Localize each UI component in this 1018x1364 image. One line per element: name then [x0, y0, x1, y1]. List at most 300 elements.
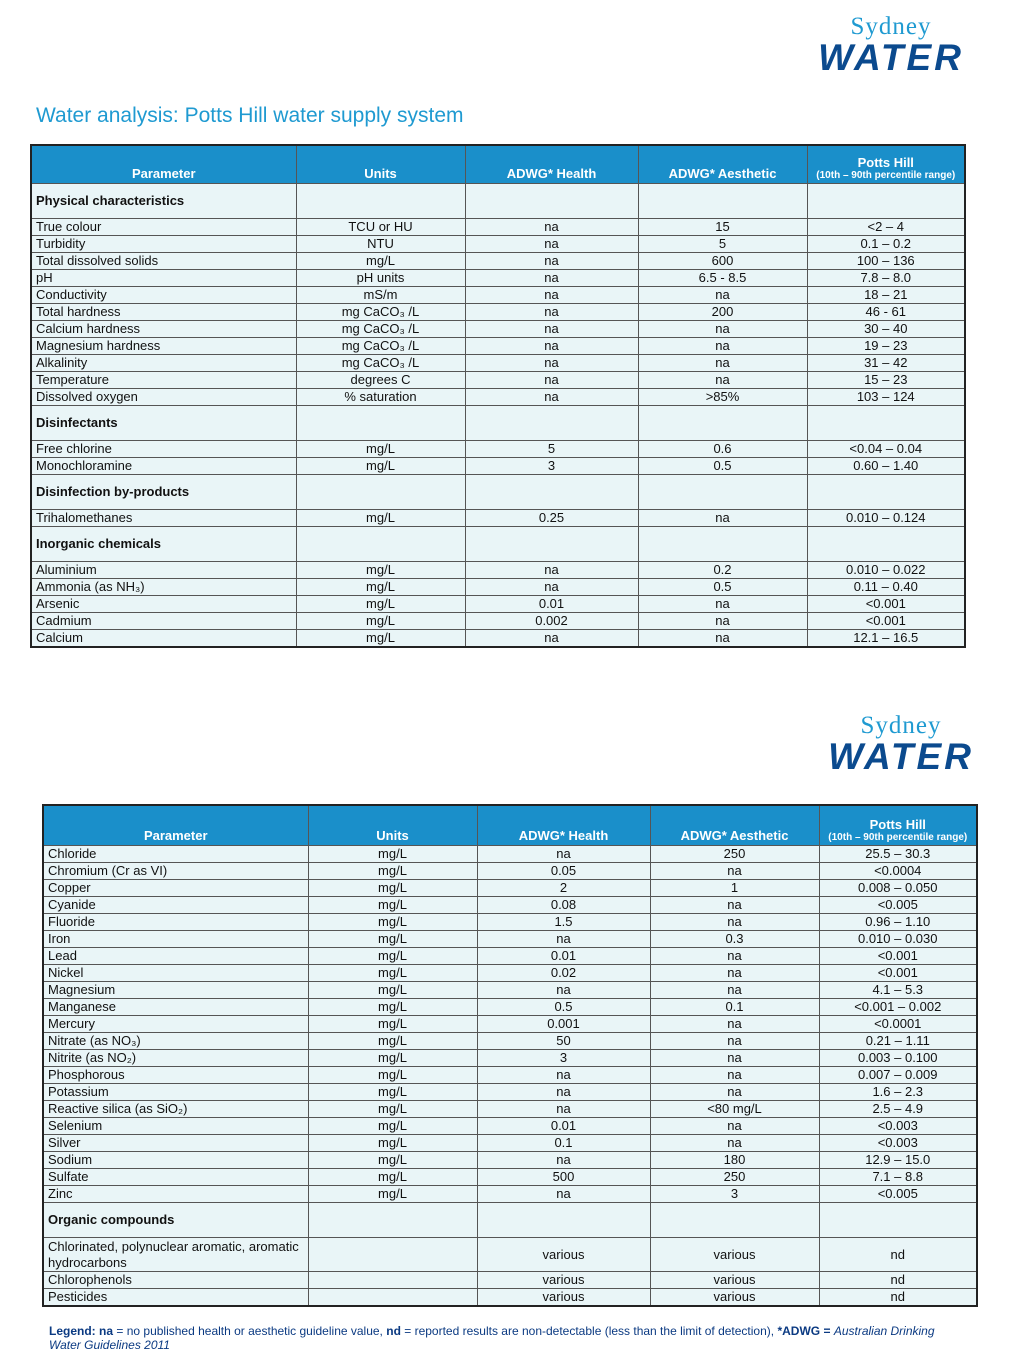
- cell-adwg-health: 0.002: [465, 613, 638, 630]
- cell-adwg-aesthetic: 180: [650, 1152, 819, 1169]
- cell-adwg-health: 500: [477, 1169, 650, 1186]
- table-row: [43, 914, 977, 931]
- table-row: [31, 613, 965, 630]
- header-site-name: Potts Hill: [869, 817, 926, 832]
- table-row: [43, 1118, 977, 1135]
- cell-adwg-health: various: [477, 1238, 650, 1272]
- table-row: [31, 579, 965, 596]
- cell-parameter: Nitrate (as NO₃): [43, 1033, 308, 1050]
- sydney-water-logo: [816, 714, 986, 776]
- cell-adwg-health: na: [465, 253, 638, 270]
- cell-parameter: Calcium hardness: [31, 321, 296, 338]
- cell-adwg-health: 2: [477, 880, 650, 897]
- cell-units: mS/m: [296, 287, 465, 304]
- cell-potts-hill-range: 2.5 – 4.9: [819, 1101, 977, 1118]
- cell-parameter: Silver: [43, 1135, 308, 1152]
- cell-adwg-aesthetic: na: [638, 596, 807, 613]
- table-row: [31, 458, 965, 475]
- cell-potts-hill-range: nd: [819, 1272, 977, 1289]
- cell-adwg-aesthetic: na: [650, 1016, 819, 1033]
- cell-adwg-aesthetic: 3: [650, 1186, 819, 1203]
- cell-potts-hill-range: 103 – 124: [807, 389, 965, 406]
- cell-units: mg/L: [308, 1169, 477, 1186]
- cell-adwg-health: na: [477, 846, 650, 863]
- table-2-body: [43, 846, 977, 1307]
- cell-parameter: Monochloramine: [31, 458, 296, 475]
- cell-adwg-aesthetic: 0.3: [650, 931, 819, 948]
- cell-parameter: Magnesium hardness: [31, 338, 296, 355]
- empty-cell: [638, 475, 807, 510]
- cell-potts-hill-range: <0.001 – 0.002: [819, 999, 977, 1016]
- cell-adwg-aesthetic: na: [650, 863, 819, 880]
- cell-adwg-health: na: [465, 579, 638, 596]
- section-row: [31, 184, 965, 219]
- table-row: [31, 270, 965, 287]
- legend-nd-text: = reported results are non-detectable (less than the limit of detection),: [400, 1324, 778, 1338]
- cell-adwg-health: na: [465, 355, 638, 372]
- empty-cell: [807, 527, 965, 562]
- legend: [49, 1324, 949, 1352]
- cell-adwg-aesthetic: 1: [650, 880, 819, 897]
- table-row: [43, 1272, 977, 1289]
- cell-adwg-aesthetic: 6.5 - 8.5: [638, 270, 807, 287]
- cell-units: mg/L: [308, 863, 477, 880]
- header-units: Units: [296, 145, 465, 184]
- cell-parameter: Cyanide: [43, 897, 308, 914]
- cell-parameter: True colour: [31, 219, 296, 236]
- cell-units: mg/L: [308, 982, 477, 999]
- cell-units: mg/L: [296, 630, 465, 648]
- cell-adwg-health: 0.01: [477, 948, 650, 965]
- table-row: [43, 982, 977, 999]
- cell-adwg-aesthetic: 0.2: [638, 562, 807, 579]
- cell-adwg-aesthetic: >85%: [638, 389, 807, 406]
- water-analysis-table-2: [42, 804, 978, 1307]
- cell-adwg-aesthetic: na: [650, 1084, 819, 1101]
- header-units: Units: [308, 805, 477, 846]
- table-row: [31, 219, 965, 236]
- empty-cell: [465, 475, 638, 510]
- cell-parameter: Reactive silica (as SiO₂): [43, 1101, 308, 1118]
- cell-adwg-health: 0.02: [477, 965, 650, 982]
- cell-units: mg/L: [308, 948, 477, 965]
- legend-adwg-eq: =: [820, 1324, 834, 1338]
- cell-units: mg/L: [308, 1152, 477, 1169]
- cell-adwg-aesthetic: various: [650, 1238, 819, 1272]
- cell-potts-hill-range: <0.001: [807, 613, 965, 630]
- cell-units: mg/L: [308, 1067, 477, 1084]
- cell-adwg-aesthetic: 15: [638, 219, 807, 236]
- cell-potts-hill-range: 12.9 – 15.0: [819, 1152, 977, 1169]
- table-row: [31, 321, 965, 338]
- cell-adwg-health: na: [465, 236, 638, 253]
- cell-adwg-aesthetic: na: [638, 510, 807, 527]
- cell-adwg-aesthetic: na: [638, 613, 807, 630]
- header-parameter: Parameter: [43, 805, 308, 846]
- table-row: [43, 1186, 977, 1203]
- cell-adwg-health: na: [465, 304, 638, 321]
- cell-units: mg/L: [308, 931, 477, 948]
- cell-adwg-aesthetic: na: [638, 338, 807, 355]
- cell-potts-hill-range: nd: [819, 1238, 977, 1272]
- cell-potts-hill-range: 31 – 42: [807, 355, 965, 372]
- cell-parameter: Ammonia (as NH₃): [31, 579, 296, 596]
- cell-parameter: Magnesium: [43, 982, 308, 999]
- cell-units: mg/L: [296, 562, 465, 579]
- header-adwg-health: ADWG* Health: [477, 805, 650, 846]
- table-row: [43, 965, 977, 982]
- cell-adwg-health: 0.05: [477, 863, 650, 880]
- cell-parameter: Chromium (Cr as VI): [43, 863, 308, 880]
- cell-adwg-aesthetic: 0.6: [638, 441, 807, 458]
- table-row: [31, 510, 965, 527]
- cell-parameter: Nitrite (as NO₂): [43, 1050, 308, 1067]
- cell-units: [308, 1289, 477, 1307]
- cell-potts-hill-range: nd: [819, 1289, 977, 1307]
- cell-adwg-aesthetic: na: [650, 948, 819, 965]
- cell-potts-hill-range: 0.21 – 1.11: [819, 1033, 977, 1050]
- cell-adwg-health: na: [465, 270, 638, 287]
- cell-adwg-health: 5: [465, 441, 638, 458]
- cell-parameter: Chlorinated, polynuclear aromatic, aromatic hydrocarbons: [43, 1238, 308, 1272]
- page-title: Water analysis: Potts Hill water supply system: [36, 104, 464, 127]
- header-site-range-note: (10th – 90th percentile range): [828, 832, 968, 843]
- cell-adwg-health: na: [477, 931, 650, 948]
- cell-units: mg CaCO₃ /L: [296, 338, 465, 355]
- empty-cell: [638, 527, 807, 562]
- section-row: [31, 475, 965, 510]
- cell-parameter: Nickel: [43, 965, 308, 982]
- table-row: [31, 304, 965, 321]
- cell-adwg-aesthetic: na: [638, 287, 807, 304]
- cell-adwg-health: 0.001: [477, 1016, 650, 1033]
- empty-cell: [477, 1203, 650, 1238]
- cell-units: mg/L: [296, 458, 465, 475]
- cell-adwg-health: na: [477, 1067, 650, 1084]
- table-row: [31, 562, 965, 579]
- empty-cell: [296, 527, 465, 562]
- legend-na-key: na: [99, 1324, 114, 1338]
- cell-adwg-aesthetic: na: [638, 321, 807, 338]
- cell-units: mg/L: [296, 510, 465, 527]
- section-heading: Organic compounds: [43, 1203, 308, 1238]
- cell-parameter: Aluminium: [31, 562, 296, 579]
- cell-adwg-health: 0.01: [477, 1118, 650, 1135]
- empty-cell: [807, 475, 965, 510]
- cell-adwg-aesthetic: 200: [638, 304, 807, 321]
- logo-line-water: WATER: [818, 37, 964, 78]
- cell-units: pH units: [296, 270, 465, 287]
- cell-parameter: Selenium: [43, 1118, 308, 1135]
- empty-cell: [807, 406, 965, 441]
- cell-adwg-health: na: [465, 630, 638, 648]
- cell-units: mg/L: [308, 897, 477, 914]
- cell-adwg-health: 0.5: [477, 999, 650, 1016]
- cell-units: mg/L: [296, 253, 465, 270]
- cell-potts-hill-range: <0.04 – 0.04: [807, 441, 965, 458]
- cell-potts-hill-range: 0.11 – 0.40: [807, 579, 965, 596]
- empty-cell: [308, 1203, 477, 1238]
- legend-adwg-key: *ADWG: [777, 1324, 821, 1338]
- section-row: [31, 406, 965, 441]
- header-site-name: Potts Hill: [857, 155, 914, 170]
- empty-cell: [638, 406, 807, 441]
- legend-adwg-text: Australian Drinking Water Guidelines 2011: [49, 1324, 935, 1352]
- cell-units: mg/L: [308, 1101, 477, 1118]
- empty-cell: [819, 1203, 977, 1238]
- table-row: [43, 931, 977, 948]
- cell-parameter: Alkalinity: [31, 355, 296, 372]
- table-row: [31, 372, 965, 389]
- table-row: [31, 389, 965, 406]
- cell-potts-hill-range: 4.1 – 5.3: [819, 982, 977, 999]
- table-row: [43, 846, 977, 863]
- cell-adwg-health: 0.25: [465, 510, 638, 527]
- cell-adwg-health: na: [465, 562, 638, 579]
- empty-cell: [807, 184, 965, 219]
- table-row: [31, 596, 965, 613]
- cell-parameter: Fluoride: [43, 914, 308, 931]
- cell-potts-hill-range: 0.010 – 0.022: [807, 562, 965, 579]
- cell-adwg-health: na: [465, 219, 638, 236]
- cell-parameter: Calcium: [31, 630, 296, 648]
- legend-na-text: = no published health or aesthetic guideline value,: [113, 1324, 387, 1338]
- cell-parameter: Potassium: [43, 1084, 308, 1101]
- section-heading: Disinfection by-products: [31, 475, 296, 510]
- cell-adwg-aesthetic: various: [650, 1289, 819, 1307]
- cell-adwg-health: na: [465, 321, 638, 338]
- cell-parameter: Pesticides: [43, 1289, 308, 1307]
- cell-units: degrees C: [296, 372, 465, 389]
- table-row: [31, 338, 965, 355]
- cell-parameter: Lead: [43, 948, 308, 965]
- cell-units: mg/L: [308, 1135, 477, 1152]
- cell-parameter: Phosphorous: [43, 1067, 308, 1084]
- cell-adwg-aesthetic: na: [650, 914, 819, 931]
- table-row: [31, 441, 965, 458]
- cell-parameter: Temperature: [31, 372, 296, 389]
- cell-parameter: Dissolved oxygen: [31, 389, 296, 406]
- cell-adwg-health: various: [477, 1289, 650, 1307]
- cell-potts-hill-range: 7.8 – 8.0: [807, 270, 965, 287]
- cell-units: mg/L: [296, 613, 465, 630]
- cell-units: mg/L: [296, 596, 465, 613]
- cell-adwg-health: 0.01: [465, 596, 638, 613]
- cell-potts-hill-range: 12.1 – 16.5: [807, 630, 965, 648]
- cell-adwg-aesthetic: na: [638, 355, 807, 372]
- cell-potts-hill-range: <0.005: [819, 897, 977, 914]
- cell-potts-hill-range: 19 – 23: [807, 338, 965, 355]
- table-row: [43, 1016, 977, 1033]
- cell-potts-hill-range: 0.1 – 0.2: [807, 236, 965, 253]
- cell-adwg-health: na: [465, 389, 638, 406]
- cell-parameter: Trihalomethanes: [31, 510, 296, 527]
- cell-units: mg/L: [308, 880, 477, 897]
- cell-parameter: Turbidity: [31, 236, 296, 253]
- cell-potts-hill-range: <0.005: [819, 1186, 977, 1203]
- cell-adwg-health: 0.08: [477, 897, 650, 914]
- cell-adwg-aesthetic: na: [638, 372, 807, 389]
- cell-potts-hill-range: 0.010 – 0.030: [819, 931, 977, 948]
- cell-adwg-aesthetic: 0.1: [650, 999, 819, 1016]
- cell-adwg-aesthetic: 250: [650, 1169, 819, 1186]
- cell-units: mg/L: [308, 1050, 477, 1067]
- cell-adwg-aesthetic: na: [638, 630, 807, 648]
- cell-units: mg/L: [308, 1084, 477, 1101]
- cell-potts-hill-range: <0.001: [807, 596, 965, 613]
- cell-adwg-aesthetic: na: [650, 1135, 819, 1152]
- cell-adwg-health: 3: [465, 458, 638, 475]
- cell-adwg-aesthetic: na: [650, 897, 819, 914]
- cell-adwg-aesthetic: na: [650, 1118, 819, 1135]
- cell-adwg-health: na: [477, 1084, 650, 1101]
- cell-potts-hill-range: <0.003: [819, 1135, 977, 1152]
- empty-cell: [296, 184, 465, 219]
- section-heading: Inorganic chemicals: [31, 527, 296, 562]
- cell-adwg-health: na: [477, 1152, 650, 1169]
- cell-parameter: Cadmium: [31, 613, 296, 630]
- cell-potts-hill-range: 7.1 – 8.8: [819, 1169, 977, 1186]
- cell-adwg-health: na: [465, 287, 638, 304]
- table-row: [43, 1135, 977, 1152]
- cell-potts-hill-range: 18 – 21: [807, 287, 965, 304]
- cell-adwg-aesthetic: na: [650, 965, 819, 982]
- header-site-range-note: (10th – 90th percentile range): [816, 170, 956, 181]
- table-row: [31, 355, 965, 372]
- cell-potts-hill-range: 0.60 – 1.40: [807, 458, 965, 475]
- cell-parameter: Conductivity: [31, 287, 296, 304]
- logo-line-water: WATER: [828, 736, 974, 777]
- cell-units: mg/L: [308, 965, 477, 982]
- cell-units: mg/L: [308, 1186, 477, 1203]
- table-row: [43, 897, 977, 914]
- cell-adwg-aesthetic: 250: [650, 846, 819, 863]
- cell-potts-hill-range: 0.010 – 0.124: [807, 510, 965, 527]
- cell-units: [308, 1238, 477, 1272]
- cell-units: mg CaCO₃ /L: [296, 304, 465, 321]
- table-row: [43, 1238, 977, 1272]
- table-row: [43, 880, 977, 897]
- cell-units: mg/L: [308, 1118, 477, 1135]
- cell-potts-hill-range: <0.003: [819, 1118, 977, 1135]
- table-row: [43, 1033, 977, 1050]
- cell-parameter: Manganese: [43, 999, 308, 1016]
- cell-units: mg CaCO₃ /L: [296, 321, 465, 338]
- table-row: [31, 236, 965, 253]
- cell-units: TCU or HU: [296, 219, 465, 236]
- cell-adwg-health: 3: [477, 1050, 650, 1067]
- water-analysis-table-1: [30, 144, 966, 648]
- section-heading: Disinfectants: [31, 406, 296, 441]
- cell-potts-hill-range: 30 – 40: [807, 321, 965, 338]
- cell-adwg-health: various: [477, 1272, 650, 1289]
- cell-adwg-aesthetic: <80 mg/L: [650, 1101, 819, 1118]
- table-1-body: [31, 184, 965, 648]
- table-row: [31, 287, 965, 304]
- cell-units: mg/L: [296, 579, 465, 596]
- cell-potts-hill-range: 15 – 23: [807, 372, 965, 389]
- header-adwg-aesthetic: ADWG* Aesthetic: [638, 145, 807, 184]
- cell-potts-hill-range: <2 – 4: [807, 219, 965, 236]
- cell-adwg-health: 0.1: [477, 1135, 650, 1152]
- cell-parameter: Total hardness: [31, 304, 296, 321]
- cell-units: mg CaCO₃ /L: [296, 355, 465, 372]
- table-row: [43, 1084, 977, 1101]
- empty-cell: [296, 406, 465, 441]
- cell-potts-hill-range: 0.003 – 0.100: [819, 1050, 977, 1067]
- cell-potts-hill-range: <0.0004: [819, 863, 977, 880]
- cell-parameter: Chloride: [43, 846, 308, 863]
- cell-parameter: pH: [31, 270, 296, 287]
- cell-adwg-health: na: [477, 1101, 650, 1118]
- legend-nd-key: nd: [386, 1324, 401, 1338]
- table-row: [43, 1169, 977, 1186]
- cell-units: [308, 1272, 477, 1289]
- header-potts-hill: [807, 145, 965, 184]
- cell-potts-hill-range: <0.001: [819, 948, 977, 965]
- cell-potts-hill-range: 46 - 61: [807, 304, 965, 321]
- header-parameter: Parameter: [31, 145, 296, 184]
- cell-units: mg/L: [308, 914, 477, 931]
- header-adwg-health: ADWG* Health: [465, 145, 638, 184]
- table-row: [43, 1152, 977, 1169]
- cell-units: mg/L: [308, 999, 477, 1016]
- cell-adwg-aesthetic: na: [650, 1067, 819, 1084]
- logo-line-sydney: Sydney: [850, 13, 932, 40]
- cell-units: mg/L: [296, 441, 465, 458]
- table-row: [43, 863, 977, 880]
- sydney-water-logo: [806, 15, 976, 77]
- cell-potts-hill-range: 1.6 – 2.3: [819, 1084, 977, 1101]
- cell-adwg-health: na: [465, 372, 638, 389]
- cell-parameter: Sodium: [43, 1152, 308, 1169]
- header-adwg-aesthetic: ADWG* Aesthetic: [650, 805, 819, 846]
- cell-potts-hill-range: 100 – 136: [807, 253, 965, 270]
- cell-parameter: Total dissolved solids: [31, 253, 296, 270]
- table-row: [43, 1101, 977, 1118]
- table-row: [43, 1050, 977, 1067]
- cell-potts-hill-range: 0.008 – 0.050: [819, 880, 977, 897]
- cell-units: mg/L: [308, 1033, 477, 1050]
- cell-adwg-aesthetic: na: [650, 1050, 819, 1067]
- section-row: [43, 1203, 977, 1238]
- cell-adwg-aesthetic: na: [650, 1033, 819, 1050]
- empty-cell: [465, 184, 638, 219]
- empty-cell: [465, 406, 638, 441]
- cell-units: NTU: [296, 236, 465, 253]
- logo-line-sydney: Sydney: [860, 712, 942, 739]
- cell-units: mg/L: [308, 846, 477, 863]
- cell-adwg-aesthetic: 0.5: [638, 458, 807, 475]
- cell-adwg-aesthetic: na: [650, 982, 819, 999]
- cell-adwg-health: 50: [477, 1033, 650, 1050]
- cell-adwg-aesthetic: various: [650, 1272, 819, 1289]
- cell-units: % saturation: [296, 389, 465, 406]
- cell-parameter: Iron: [43, 931, 308, 948]
- cell-parameter: Mercury: [43, 1016, 308, 1033]
- cell-units: mg/L: [308, 1016, 477, 1033]
- table-row: [31, 253, 965, 270]
- cell-parameter: Sulfate: [43, 1169, 308, 1186]
- cell-potts-hill-range: 0.007 – 0.009: [819, 1067, 977, 1084]
- empty-cell: [465, 527, 638, 562]
- table-row: [43, 948, 977, 965]
- section-heading: Physical characteristics: [31, 184, 296, 219]
- cell-parameter: Chlorophenols: [43, 1272, 308, 1289]
- cell-adwg-health: na: [477, 1186, 650, 1203]
- cell-parameter: Zinc: [43, 1186, 308, 1203]
- cell-adwg-aesthetic: 600: [638, 253, 807, 270]
